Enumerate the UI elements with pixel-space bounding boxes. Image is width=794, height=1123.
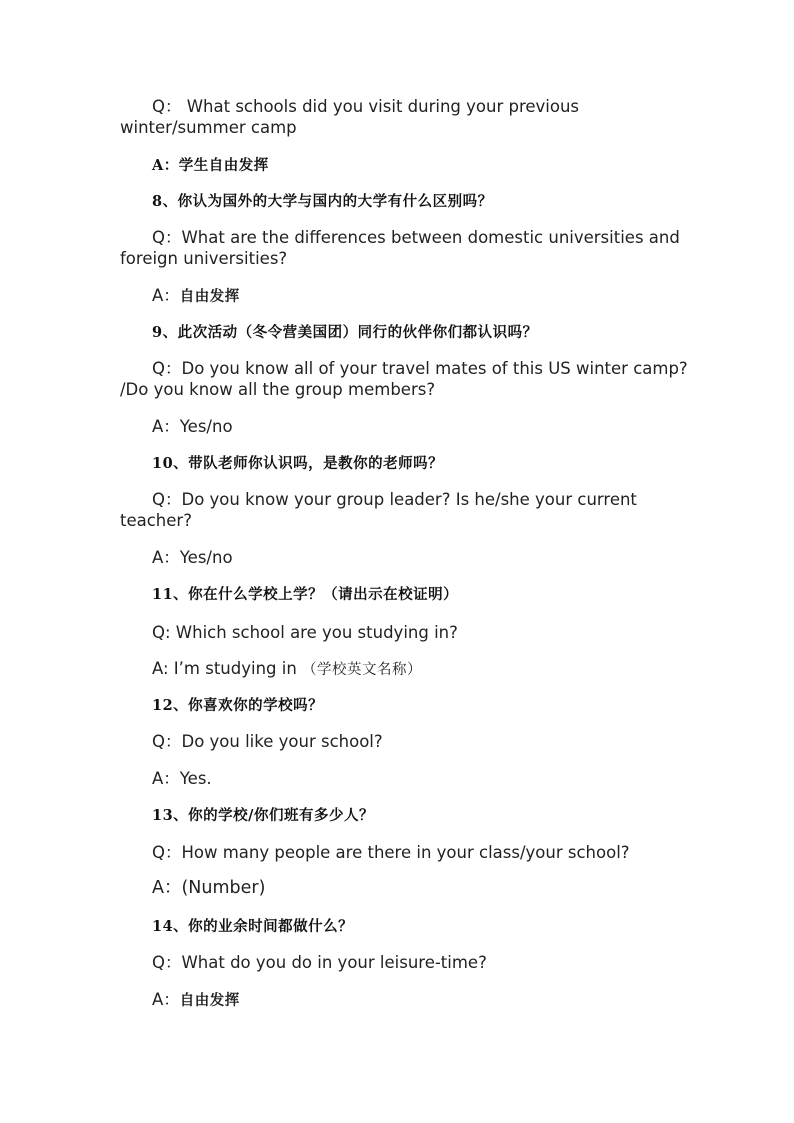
question-en-12: Q：Do you like your school? <box>152 732 383 751</box>
answer-text: 自由发挥 <box>179 992 240 1009</box>
question-cn-10: 10、带队老师你认识吗，是教你的老师吗？ <box>152 455 444 472</box>
question-en: Q： What schools did you visit during your previous winter/summer camp <box>120 97 580 137</box>
answer-12: A：Yes. <box>152 769 212 788</box>
answer-text: 自由发挥 <box>179 288 240 305</box>
answer-label: A： <box>152 286 180 305</box>
answer-label: A： <box>152 990 180 1009</box>
question-cn-12: 12、你喜欢你的学校吗？ <box>152 697 324 714</box>
answer-9: A：Yes/no <box>152 417 233 436</box>
question-cn-9: 9、此次活动（冬令营美国团）同行的伙伴你们都认识吗？ <box>152 324 538 341</box>
question-cn-13: 13、你的学校/你们班有多少人？ <box>152 807 374 824</box>
answer-10: A：Yes/no <box>152 548 233 567</box>
answer-text: （学校英文名称） <box>302 662 423 678</box>
answer-14 <box>120 989 690 1011</box>
question-cn-11: 11、你在什么学校上学？（请出示在校证明） <box>152 586 459 603</box>
answer-11 <box>120 658 690 681</box>
question-cn-14: 14、你的业余时间都做什么？ <box>152 918 354 935</box>
answer-13: A：(Number) <box>152 878 266 898</box>
answer-cn: A：学生自由发挥 <box>152 157 269 174</box>
question-en-11: Q: Which school are you studying in? <box>152 623 458 642</box>
question-en-8: Q：What are the differences between domestic universities and foreign universities? <box>120 228 680 268</box>
answer-8 <box>120 285 690 307</box>
question-en-9: Q：Do you know all of your travel mates of this US winter camp? /Do you know all the group members? <box>120 359 688 399</box>
answer-label: A: I’m studying in <box>152 659 303 678</box>
question-cn-8: 8、你认为国外的大学与国内的大学有什么区别吗？ <box>152 193 493 210</box>
question-en-14: Q：What do you do in your leisure-time? <box>152 953 487 972</box>
question-en-13: Q：How many people are there in your class/your school? <box>152 843 630 862</box>
question-en-10: Q：Do you know your group leader? Is he/she your current teacher? <box>120 490 637 530</box>
